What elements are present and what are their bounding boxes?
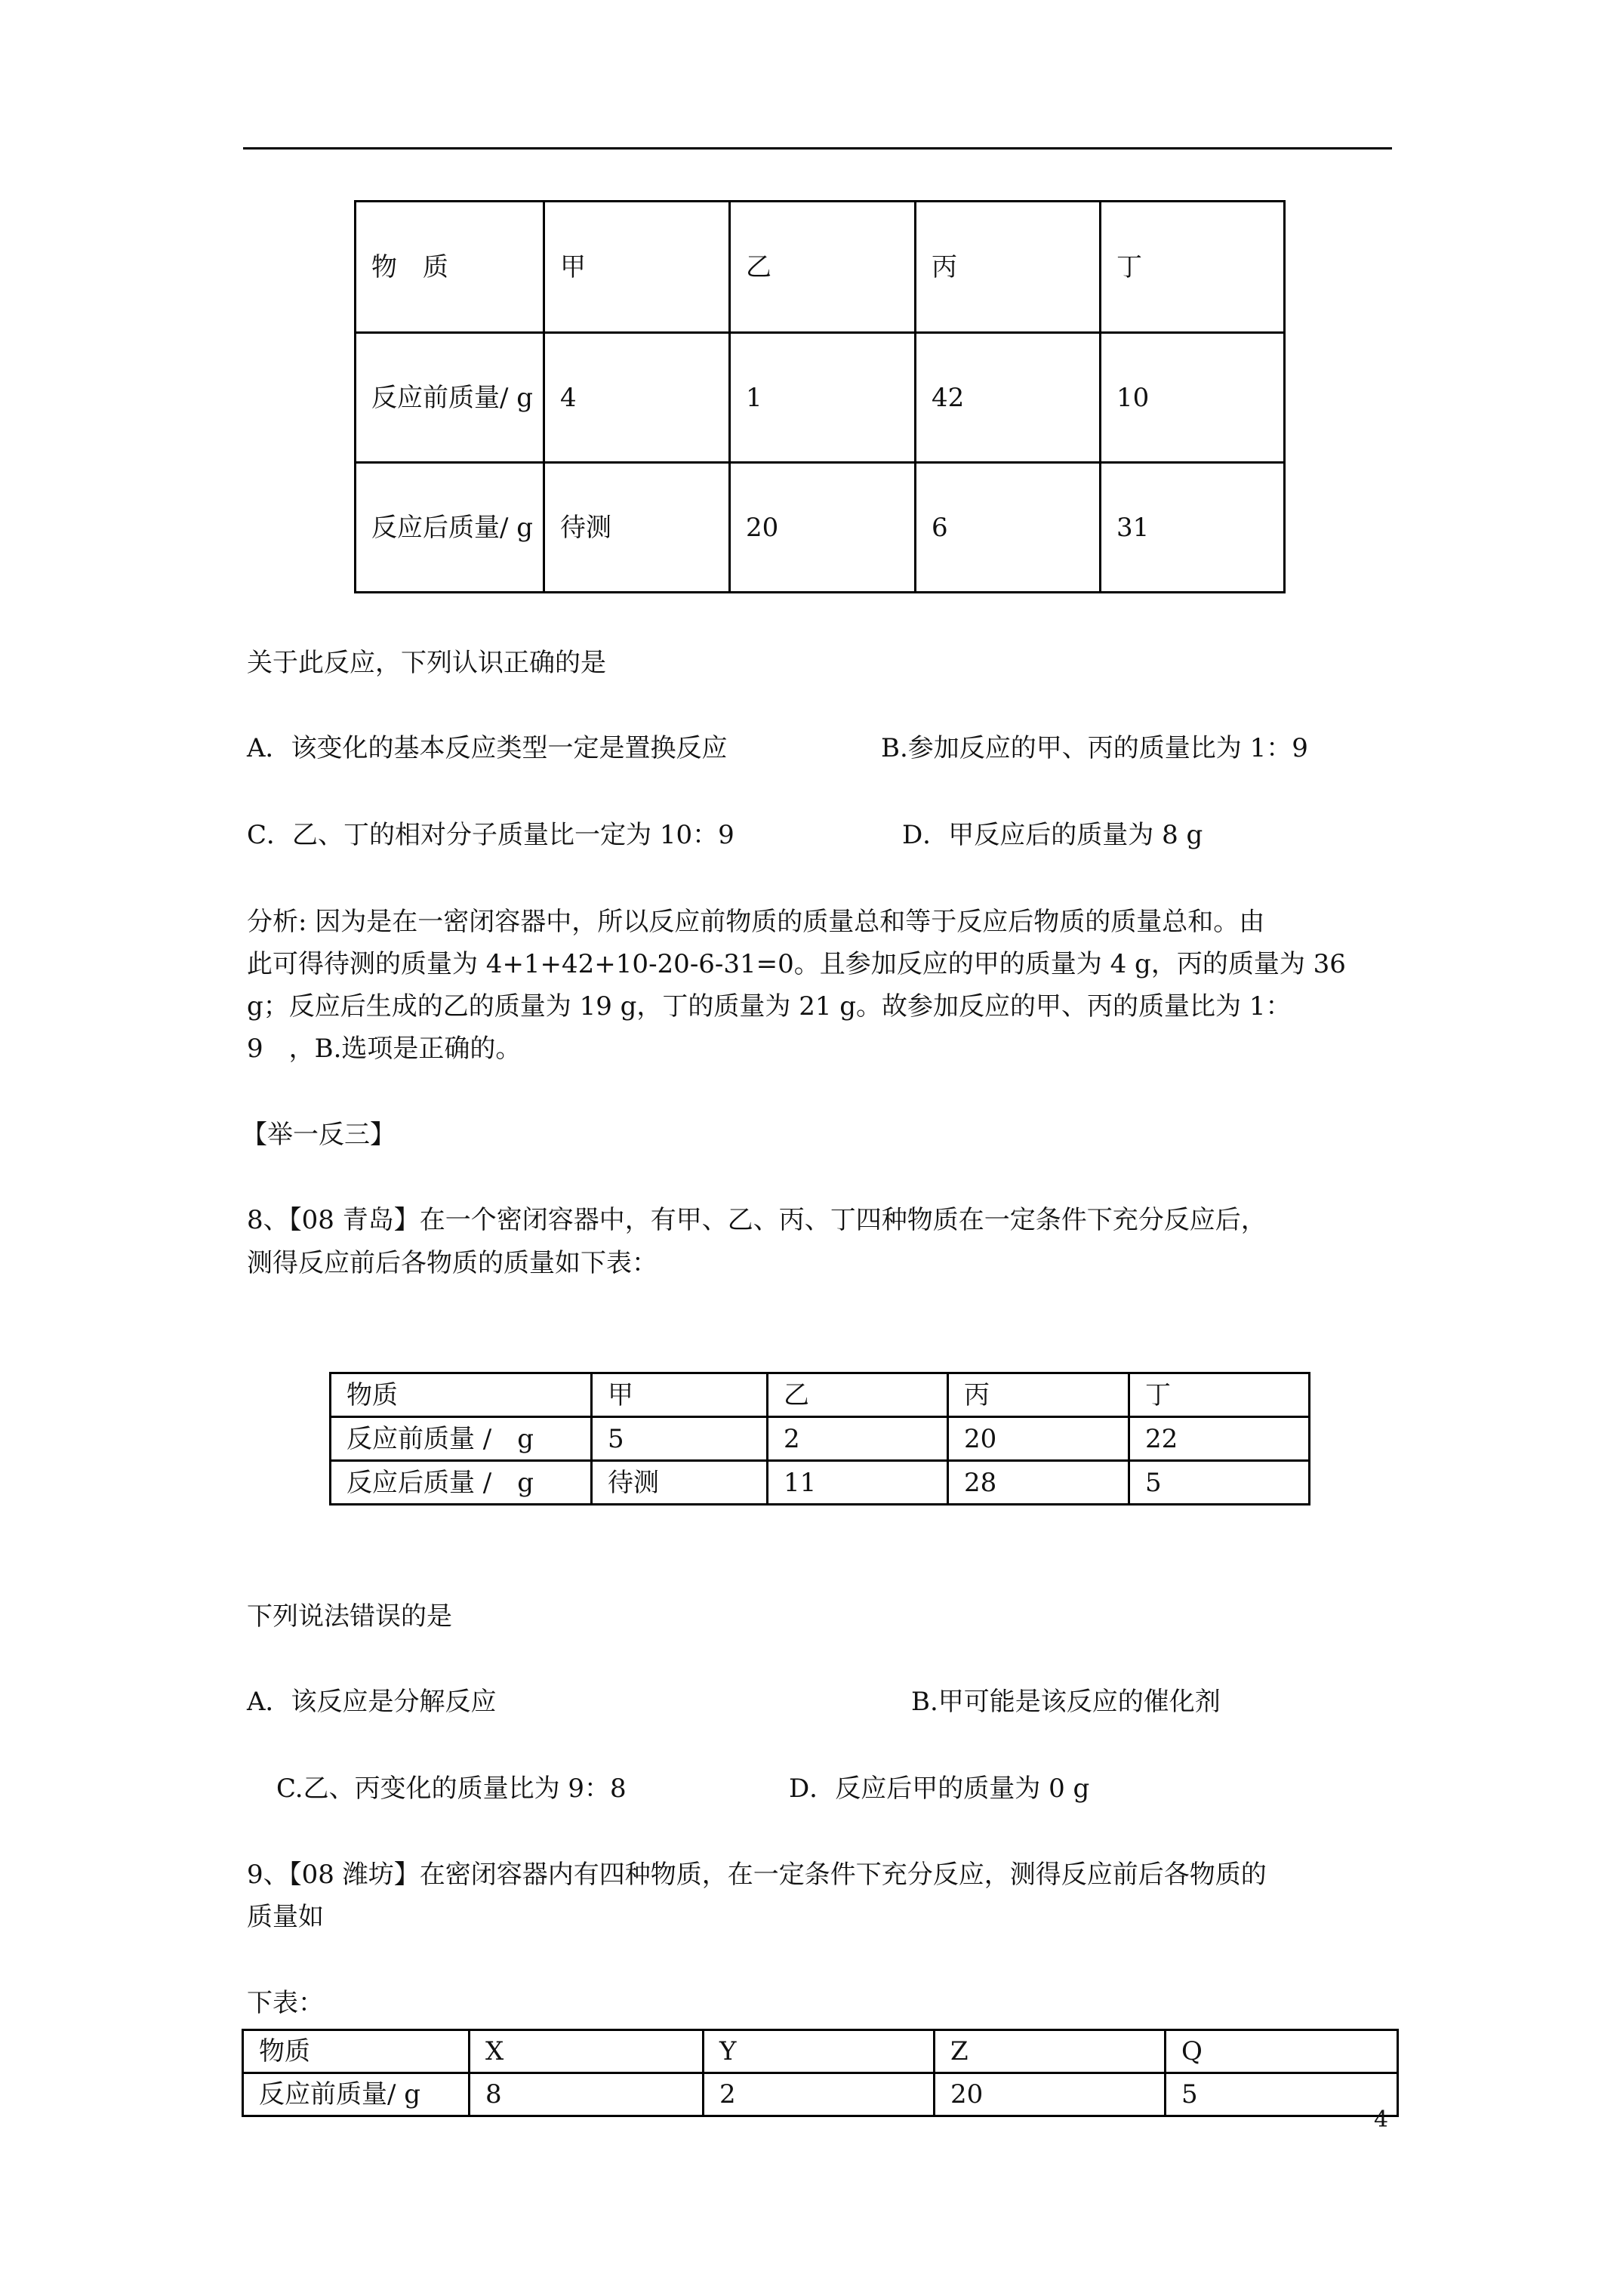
reaction-mass-table-3 [242,2029,1399,2117]
table-row [331,1373,1310,1417]
table-cell: 42 [916,333,1101,463]
table-cell: 甲 [592,1373,768,1417]
table-cell: 10 [1101,333,1285,463]
q7-option-d: D．甲反应后的质量为 8 g [902,820,1203,850]
table-cell: 20 [948,1417,1129,1461]
table-cell: 6 [916,463,1101,593]
q9-text-line: 下表： [247,1988,324,2018]
table-row [243,2073,1398,2116]
table-cell: 2 [704,2073,935,2116]
table-cell: 待测 [544,463,730,593]
q7-option-a: A．该变化的基本反应类型一定是置换反应 [247,733,728,763]
analysis-line: 此可得待测的质量为 4+1+42+10-20-6-31=0。且参加反应的甲的质量为 4 g，丙的质量为 36 [247,949,1346,979]
table-row [356,333,1285,463]
q9-text-line: 质量如 [247,1902,324,1932]
q8-stem: 下列说法错误的是 [247,1601,452,1632]
reaction-mass-table-1 [354,200,1286,593]
table-cell: 22 [1129,1417,1310,1461]
q8-option-d: D．反应后甲的质量为 0 g [789,1774,1090,1804]
table-cell: 物质 [331,1373,592,1417]
table-cell: 乙 [768,1373,948,1417]
table-cell: 20 [730,463,916,593]
table-cell: 28 [948,1461,1129,1505]
header-rule [243,147,1392,149]
section-title: 【举一反三】 [242,1120,396,1150]
table-cell: 4 [544,333,730,463]
table-cell: 待测 [592,1461,768,1505]
table-cell: 反应前质量/ g [243,2073,470,2116]
table-cell: 5 [1129,1461,1310,1505]
table-cell: 8 [470,2073,704,2116]
q9-text-line: 9、【08 潍坊】在密闭容器内有四种物质，在一定条件下充分反应，测得反应前后各物质的 [247,1860,1267,1890]
table-cell: 反应后质量 / g [331,1461,592,1505]
table-row [243,2030,1398,2073]
q8-text-line: 测得反应前后各物质的质量如下表： [247,1248,658,1278]
table-row [331,1417,1310,1461]
table-cell: 31 [1101,463,1285,593]
table-cell: Y [704,2030,935,2073]
table-cell: Q [1166,2030,1398,2073]
table-cell: 丁 [1101,202,1285,333]
table-cell: 丙 [916,202,1101,333]
table-cell: 反应前质量 / g [331,1417,592,1461]
table-cell: 1 [730,333,916,463]
q8-text-line: 8、【08 青岛】在一个密闭容器中，有甲、乙、丙、丁四种物质在一定条件下充分反应后， [247,1205,1267,1235]
q7-stem: 关于此反应，下列认识正确的是 [247,648,606,678]
q7-option-c: C．乙、丁的相对分子质量比一定为 10：9 [247,820,735,850]
table-cell: 5 [592,1417,768,1461]
analysis-line: g；反应后生成的乙的质量为 19 g，丁的质量为 21 g。故参加反应的甲、丙的质量比为 1： [247,991,1292,1022]
q7-option-b: B.参加反应的甲、丙的质量比为 1：9 [881,733,1308,763]
table-cell: 反应前质量/ g [356,333,544,463]
table-cell: 5 [1166,2073,1398,2116]
reaction-mass-table-2 [329,1372,1310,1505]
analysis-line: 9 ，B.选项是正确的。 [247,1034,522,1064]
q8-option-b: B.甲可能是该反应的催化剂 [911,1687,1221,1717]
table-cell: X [470,2030,704,2073]
table-cell: 反应后质量/ g [356,463,544,593]
table-cell: 丙 [948,1373,1129,1417]
q8-option-a: A．该反应是分解反应 [247,1687,497,1717]
table-cell: 物 质 [356,202,544,333]
table-cell: Z [935,2030,1166,2073]
table-row [356,463,1285,593]
table-cell: 物质 [243,2030,470,2073]
table-cell: 20 [935,2073,1166,2116]
analysis-line: 分析: 因为是在一密闭容器中，所以反应前物质的质量总和等于反应后物质的质量总和。由 [247,907,1265,937]
table-cell: 2 [768,1417,948,1461]
table-cell: 乙 [730,202,916,333]
page-number: 4 [1374,2106,1389,2133]
table-row [356,202,1285,333]
table-cell: 丁 [1129,1373,1310,1417]
table-row [331,1461,1310,1505]
table-cell: 甲 [544,202,730,333]
table-cell: 11 [768,1461,948,1505]
q8-option-c: C.乙、丙变化的质量比为 9：8 [276,1774,627,1804]
